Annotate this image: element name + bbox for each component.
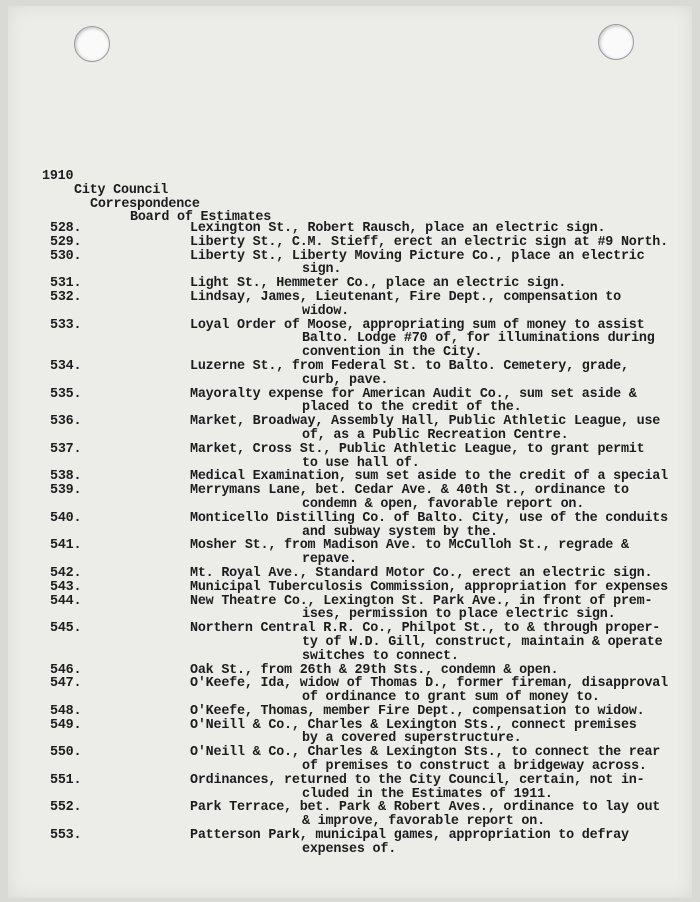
- heading-correspondence: Correspondence: [90, 197, 200, 212]
- entry-text: [190, 581, 690, 595]
- entry-row: [0, 484, 700, 512]
- entry-continuation-line: ty of W.D. Gill, construct, maintain & operate: [302, 634, 663, 650]
- entry-line: Ordinances, returned to the City Council, certain, not in-: [190, 772, 645, 788]
- entry-row: [0, 443, 700, 471]
- entry-line: O'Neill & Co., Charles & Lexington Sts., to connect the rear: [190, 745, 661, 761]
- entry-text: [190, 595, 690, 623]
- entry-number: 531.: [50, 276, 82, 292]
- heading-year: 1910: [42, 169, 74, 184]
- entry-continuation-line: widow.: [302, 303, 350, 319]
- entry-text: [190, 512, 690, 540]
- entry-text: [190, 705, 690, 719]
- entry-line: Liberty St., Liberty Moving Picture Co., place an electric: [190, 248, 645, 264]
- entry-line: Patterson Park, municipal games, appropriation to defray: [190, 828, 629, 844]
- entry-line: Oak St., from 26th & 29th Sts., condemn & open.: [190, 662, 559, 678]
- entry-text: [190, 539, 690, 567]
- entry-text: [190, 746, 690, 774]
- heading-city-council: City Council: [74, 183, 169, 198]
- entry-text: [190, 719, 690, 747]
- entry-text: [190, 829, 690, 857]
- entry-line: Light St., Hemmeter Co., place an electric sign.: [190, 276, 567, 292]
- entry-number: 549.: [50, 717, 82, 733]
- entry-row: [0, 664, 700, 678]
- entry-row: [0, 719, 700, 747]
- entry-continuation-line: of ordinance to grant sum of money to.: [302, 690, 600, 706]
- entry-text: [190, 388, 690, 416]
- entry-row: [0, 677, 700, 705]
- entry-number: 550.: [50, 745, 82, 761]
- entry-number: 547.: [50, 676, 82, 692]
- entry-line: O'Neill & Co., Charles & Lexington Sts., connect premises: [190, 717, 637, 733]
- entry-text: [190, 415, 690, 443]
- entry-text: [190, 443, 690, 471]
- entry-row: [0, 222, 700, 236]
- entry-row: [0, 801, 700, 829]
- entry-text: [190, 484, 690, 512]
- entry-text: [190, 774, 690, 802]
- entry-continuation-line: to use hall of.: [302, 455, 420, 471]
- entry-line: O'Keefe, Ida, widow of Thomas D., former fireman, disapproval: [190, 676, 668, 692]
- entry-number: 552.: [50, 800, 82, 816]
- entry-row: [0, 539, 700, 567]
- entry-line: Luzerne St., from Federal St. to Balto. Cemetery, grade,: [190, 358, 629, 374]
- entry-line: O'Keefe, Thomas, member Fire Dept., compensation to widow.: [190, 703, 645, 719]
- entry-number: 553.: [50, 828, 82, 844]
- entry-line: Municipal Tuberculosis Commission, appropriation for expenses: [190, 579, 668, 595]
- entry-line: Merrymans Lane, bet. Cedar Ave. & 40th St., ordinance to: [190, 483, 629, 499]
- entry-line: Northern Central R.R. Co., Philpot St., to & through proper-: [190, 621, 661, 637]
- entry-text: [190, 664, 690, 678]
- entry-number: 532.: [50, 289, 82, 305]
- entry-line: Mt. Royal Ave., Standard Motor Co., erect an electric sign.: [190, 565, 653, 581]
- entry-continuation-line: Balto. Lodge #70 of, for illuminations during: [302, 331, 655, 347]
- entry-row: [0, 829, 700, 857]
- entry-number: 543.: [50, 579, 82, 595]
- entry-row: [0, 250, 700, 278]
- entry-row: [0, 360, 700, 388]
- entry-continuation-line: ises, permission to place electric sign.: [302, 607, 616, 623]
- entry-continuation-line: & improve, favorable report on.: [302, 814, 545, 830]
- entry-number: 545.: [50, 621, 82, 637]
- entry-text: [190, 291, 690, 319]
- entry-number: 530.: [50, 248, 82, 264]
- entry-line: Market, Cross St., Public Athletic League, to grant permit: [190, 441, 645, 457]
- entry-number: 533.: [50, 317, 82, 333]
- entry-row: [0, 388, 700, 416]
- entry-row: [0, 470, 700, 484]
- entry-number: 537.: [50, 441, 82, 457]
- entry-line: Mosher St., from Madison Ave. to McCulloh St., regrade &: [190, 538, 629, 554]
- entry-row: [0, 277, 700, 291]
- entry-row: [0, 622, 700, 663]
- entry-number: 542.: [50, 565, 82, 581]
- entry-line: Mayoralty expense for American Audit Co., sum set aside &: [190, 386, 637, 402]
- entry-continuation-line: of, as a Public Recreation Centre.: [302, 427, 569, 443]
- entry-line: Lexington St., Robert Rausch, place an electric sign.: [190, 221, 606, 236]
- entry-continuation-line: condemn & open, favorable report on.: [302, 496, 585, 512]
- entry-continuation-line: by a covered superstructure.: [302, 731, 522, 747]
- entry-row: [0, 774, 700, 802]
- entry-text: [190, 250, 690, 278]
- heading-board-of-estimates: Board of Estimates: [130, 210, 272, 225]
- entry-row: [0, 595, 700, 623]
- entry-number: 528.: [50, 221, 82, 236]
- entry-number: 529.: [50, 234, 82, 250]
- entry-continuation-line: curb, pave.: [302, 372, 389, 388]
- entry-number: 551.: [50, 772, 82, 788]
- entry-row: [0, 236, 700, 250]
- entry-text: [190, 319, 690, 360]
- entry-line: Loyal Order of Moose, appropriating sum of money to assist: [190, 317, 645, 333]
- entry-continuation-line: expenses of.: [302, 841, 397, 857]
- entry-text: [190, 236, 690, 250]
- entry-row: [0, 415, 700, 443]
- entry-text: [190, 567, 690, 581]
- entry-row: [0, 291, 700, 319]
- entry-line: Medical Examination, sum set aside to the credit of a special: [190, 469, 668, 485]
- entry-text: [190, 222, 690, 236]
- entry-number: 548.: [50, 703, 82, 719]
- entry-number: 544.: [50, 593, 82, 609]
- entry-row: [0, 746, 700, 774]
- entry-continuation-line: placed to the credit of the.: [302, 400, 522, 416]
- entry-list: [0, 222, 700, 857]
- entry-line: New Theatre Co., Lexington St. Park Ave., in front of prem-: [190, 593, 653, 609]
- entry-text: [190, 277, 690, 291]
- entry-line: Market, Broadway, Assembly Hall, Public Athletic League, use: [190, 414, 661, 430]
- entry-text: [190, 360, 690, 388]
- entry-text: [190, 622, 690, 663]
- entry-continuation-line: convention in the City.: [302, 345, 483, 361]
- entry-number: 534.: [50, 358, 82, 374]
- entry-continuation-line: repave.: [302, 552, 357, 568]
- entry-line: Lindsay, James, Lieutenant, Fire Dept., compensation to: [190, 289, 621, 305]
- entry-number: 541.: [50, 538, 82, 554]
- entry-number: 538.: [50, 469, 82, 485]
- entry-continuation-line: switches to connect.: [302, 648, 459, 664]
- entry-number: 546.: [50, 662, 82, 678]
- entry-continuation-line: of premises to construct a bridgeway across.: [302, 759, 647, 775]
- entry-row: [0, 705, 700, 719]
- entry-row: [0, 581, 700, 595]
- entry-number: 535.: [50, 386, 82, 402]
- entry-row: [0, 512, 700, 540]
- entry-line: Liberty St., C.M. Stieff, erect an electric sign at #9 North.: [190, 234, 668, 250]
- entry-number: 539.: [50, 483, 82, 499]
- entry-text: [190, 801, 690, 829]
- entry-number: 540.: [50, 510, 82, 526]
- entry-number: 536.: [50, 414, 82, 430]
- entry-continuation-line: sign.: [302, 262, 342, 278]
- entry-row: [0, 319, 700, 360]
- entry-line: Monticello Distilling Co. of Balto. City, use of the conduits: [190, 510, 668, 526]
- entry-text: [190, 470, 690, 484]
- entry-continuation-line: cluded in the Estimates of 1911.: [302, 786, 553, 802]
- entry-text: [190, 677, 690, 705]
- entry-row: [0, 567, 700, 581]
- entry-continuation-line: and subway system by the.: [302, 524, 498, 540]
- entry-line: Park Terrace, bet. Park & Robert Aves., ordinance to lay out: [190, 800, 661, 816]
